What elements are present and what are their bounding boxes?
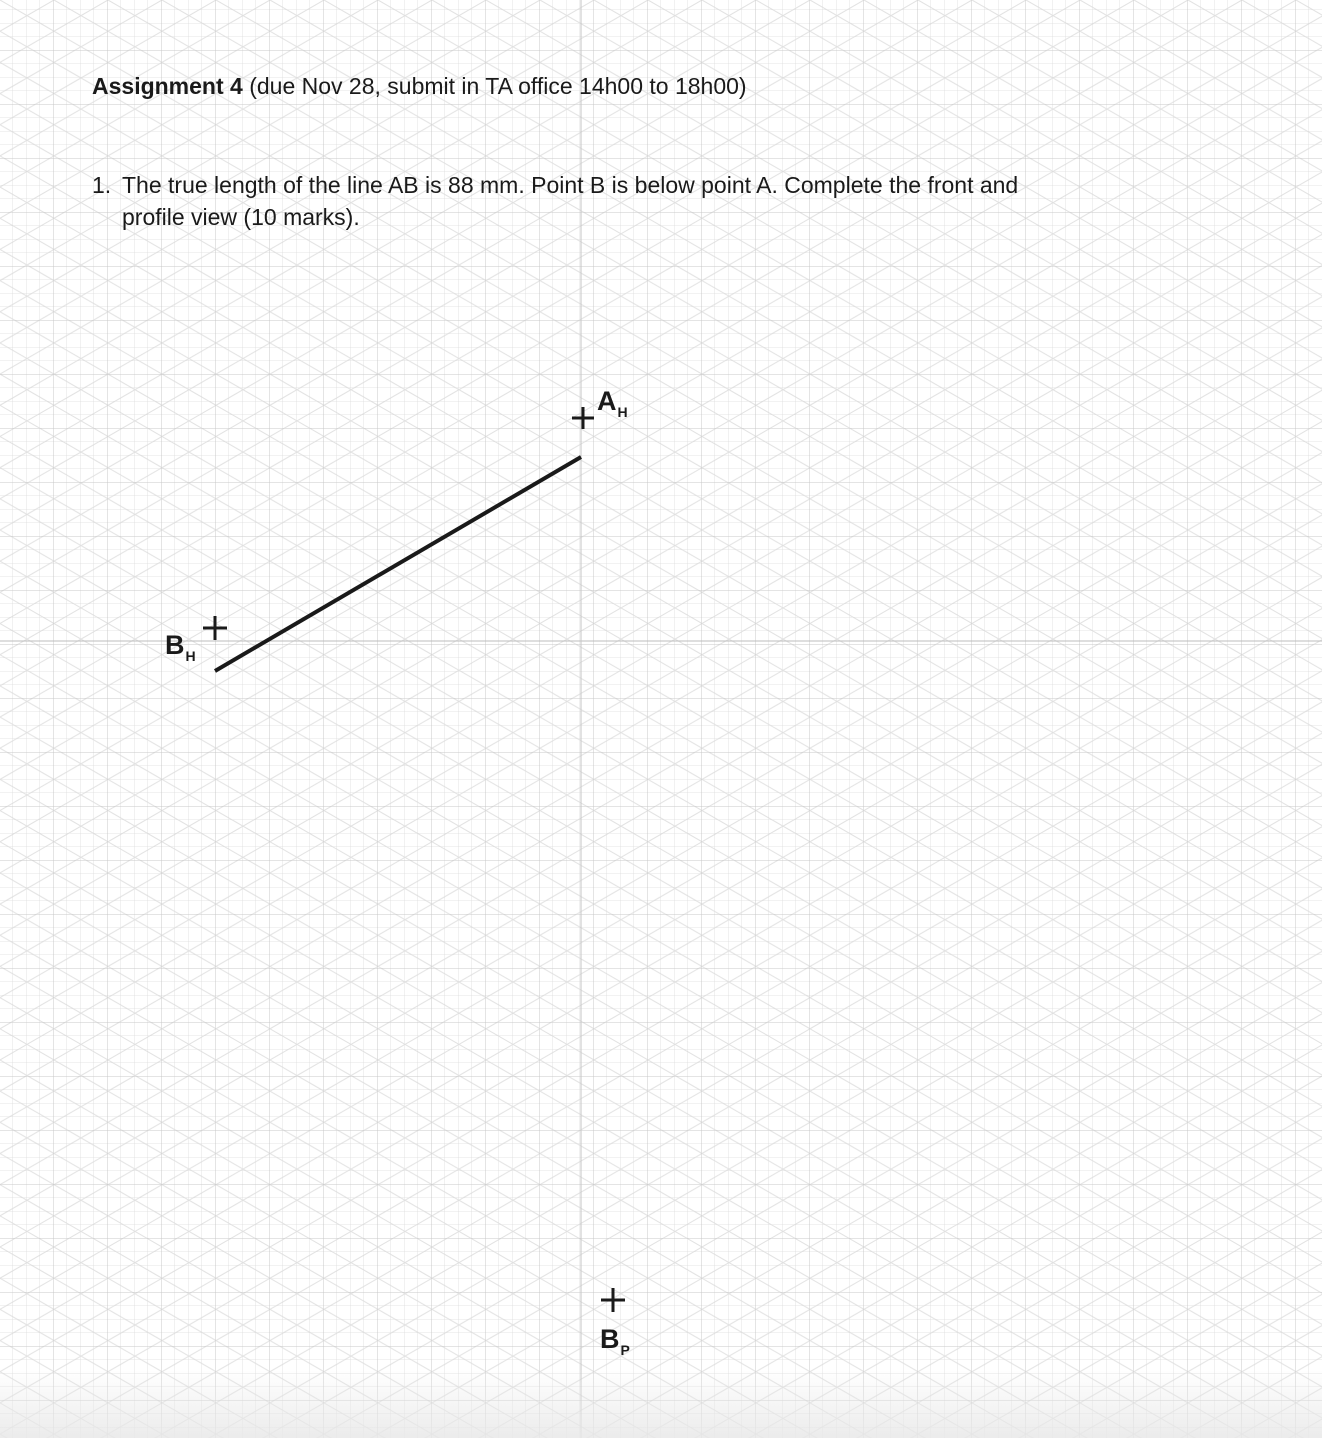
question-text-line-2: profile view (10 marks).	[122, 204, 360, 230]
label-b-h-subscript: H	[185, 648, 196, 664]
label-b-h-letter: B	[165, 630, 185, 660]
label-a-h-letter: A	[597, 386, 617, 416]
line-ab-horizontal-view	[215, 457, 581, 671]
assignment-title: Assignment 4	[92, 73, 243, 99]
question-number: 1.	[92, 172, 112, 198]
label-b-p-subscript: P	[620, 1342, 630, 1358]
label-b-p-letter: B	[600, 1324, 620, 1354]
point-a-h-cross-icon	[572, 407, 594, 429]
label-a-h-subscript: H	[617, 404, 628, 420]
label-b-p	[600, 1326, 630, 1357]
assignment-due-note: (due Nov 28, submit in TA office 14h00 to 18h00)	[242, 73, 747, 99]
point-b-h-cross-icon	[203, 616, 227, 640]
point-b-p-cross-icon	[601, 1288, 625, 1312]
label-b-h	[165, 632, 196, 663]
label-a-h	[597, 388, 628, 419]
question-text-line-1: The true length of the line AB is 88 mm. Point B is below point A. Complete the front and	[122, 172, 1019, 198]
